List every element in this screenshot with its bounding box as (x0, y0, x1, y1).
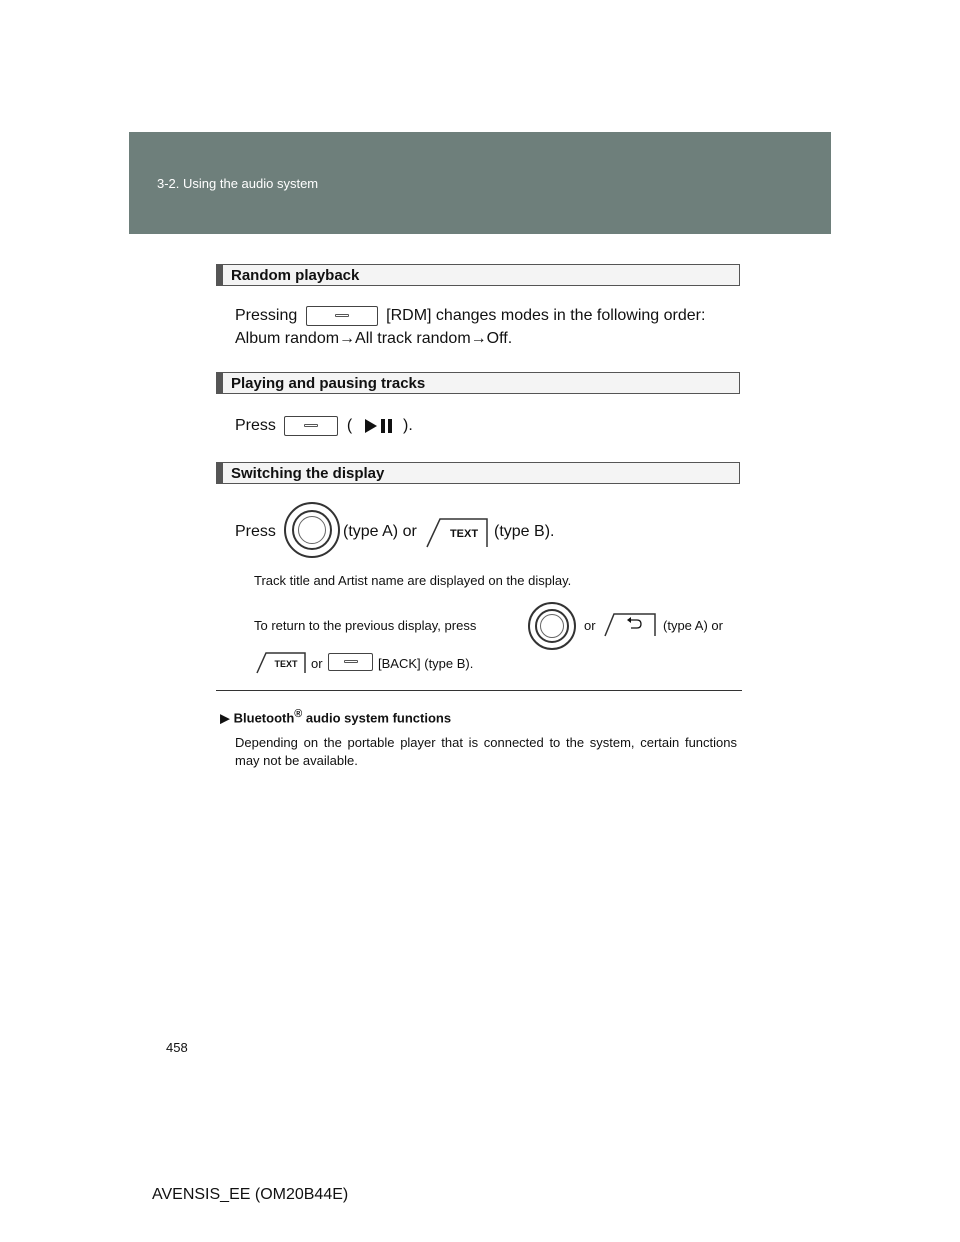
triangle-bullet-icon: ▶ (220, 710, 230, 726)
header-band (129, 132, 831, 234)
back-button-icon (328, 653, 373, 671)
section-title: Playing and pausing tracks (231, 375, 426, 392)
rdm-button-icon (306, 306, 378, 326)
random-order: Album random→All track random→Off. (235, 330, 513, 347)
breadcrumb: 3-2. Using the audio system (157, 176, 319, 191)
tune-knob-icon (284, 502, 340, 558)
svg-text:TEXT: TEXT (274, 659, 298, 669)
text-button-icon (426, 518, 488, 548)
divider (216, 690, 742, 691)
note-title: ▶ Bluetooth® audio system functions (220, 708, 452, 726)
svg-text:TEXT: TEXT (449, 528, 479, 540)
section-title: Switching the display (231, 465, 385, 482)
tune-knob-icon (528, 602, 576, 650)
play-instruction: Press ( ). (235, 417, 413, 435)
section-title: Random playback (231, 267, 360, 284)
play-pause-icon (361, 418, 395, 434)
section-play-pause (216, 372, 740, 394)
section-random-playback (216, 264, 740, 286)
random-instruction: Pressing [RDM] changes modes in the following order: (235, 307, 706, 325)
text-button-icon (256, 652, 306, 674)
back-button-icon (604, 613, 656, 637)
section-switch-display (216, 462, 740, 484)
note-body: Depending on the portable player that is connected to the system, certain functions may not be available. (235, 735, 737, 768)
display-note-2: To return to the previous display, press (254, 618, 477, 633)
play-pause-button-icon (284, 416, 338, 436)
display-note-1: Track title and Artist name are displayed on the display. (254, 573, 572, 588)
document-id: AVENSIS_EE (OM20B44E) (152, 1186, 349, 1203)
page-number: 458 (166, 1040, 188, 1055)
